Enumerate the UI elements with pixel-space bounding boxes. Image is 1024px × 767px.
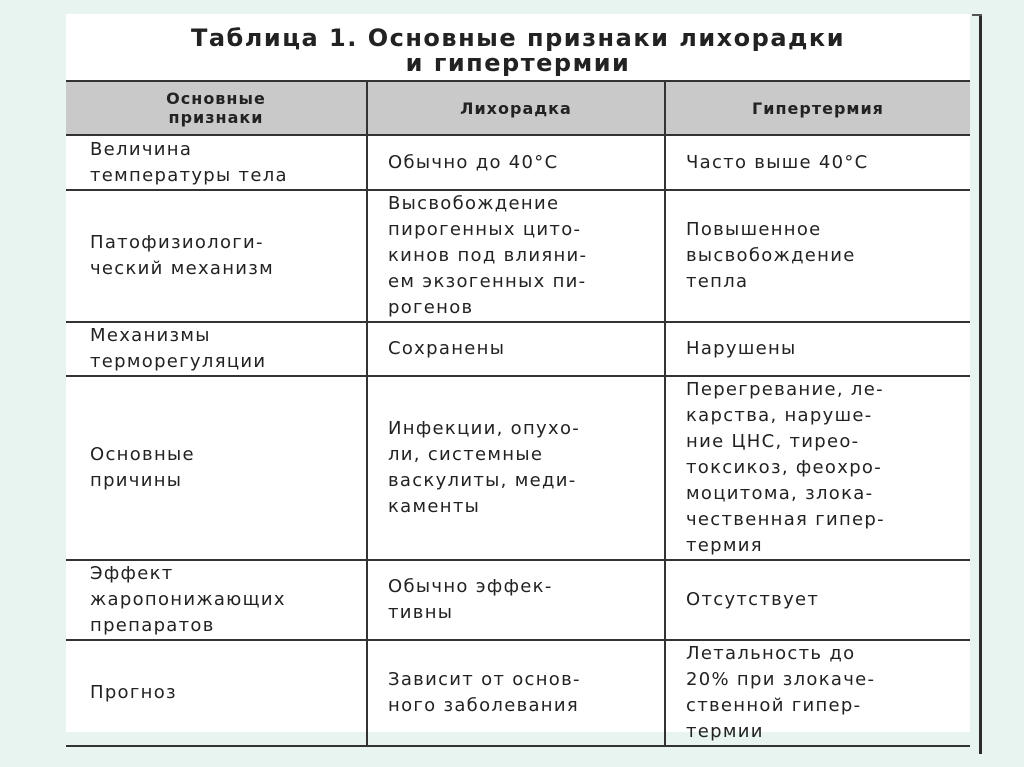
table-row	[66, 376, 970, 560]
hyperthermia-cell: Часто выше 40°C	[665, 135, 970, 190]
table-row	[66, 640, 970, 746]
hyperthermia-cell: Отсутствует	[665, 560, 970, 640]
hyperthermia-cell: Нарушены	[665, 322, 970, 376]
header-signs: Основные признаки	[66, 81, 367, 135]
title-line-1: Таблица 1. Основные признаки лихорадки	[190, 24, 846, 52]
header-hyperthermia: Гипертермия	[665, 81, 970, 135]
right-border-line	[979, 14, 982, 754]
table-row	[66, 135, 970, 190]
hyperthermia-cell: Летальность до 20% при злокаче- ственной гипер- термии	[665, 640, 970, 746]
hyperthermia-cell: Повышенное высвобождение тепла	[665, 190, 970, 322]
header-row	[66, 81, 970, 135]
fever-cell: Зависит от основ- ного заболевания	[367, 640, 665, 746]
row-label: Прогноз	[66, 640, 367, 746]
corner-tick	[972, 14, 982, 16]
table-row	[66, 322, 970, 376]
table-row	[66, 560, 970, 640]
fever-cell: Высвобождение пирогенных цито- кинов под влияни- ем экзогенных пи- рогенов	[367, 190, 665, 322]
comparison-table	[66, 80, 970, 747]
table-title	[66, 26, 970, 76]
row-label: Патофизиологи- ческий механизм	[66, 190, 367, 322]
row-label: Величина температуры тела	[66, 135, 367, 190]
header-fever: Лихорадка	[367, 81, 665, 135]
fever-cell: Инфекции, опухо- ли, системные васкулиты, меди- каменты	[367, 376, 665, 560]
table-row	[66, 190, 970, 322]
row-label: Основные причины	[66, 376, 367, 560]
title-line-2: и гипертермии	[405, 49, 631, 77]
row-label: Механизмы терморегуляции	[66, 322, 367, 376]
document-page	[66, 14, 970, 742]
fever-cell: Обычно эффек- тивны	[367, 560, 665, 640]
hyperthermia-cell: Перегревание, ле- карства, наруше- ние ЦНС, тирео- токсикоз, феохро- моцитома, злока- чественная гипер- термия	[665, 376, 970, 560]
row-label: Эффект жаропонижающих препаратов	[66, 560, 367, 640]
fever-cell: Сохранены	[367, 322, 665, 376]
fever-cell: Обычно до 40°C	[367, 135, 665, 190]
